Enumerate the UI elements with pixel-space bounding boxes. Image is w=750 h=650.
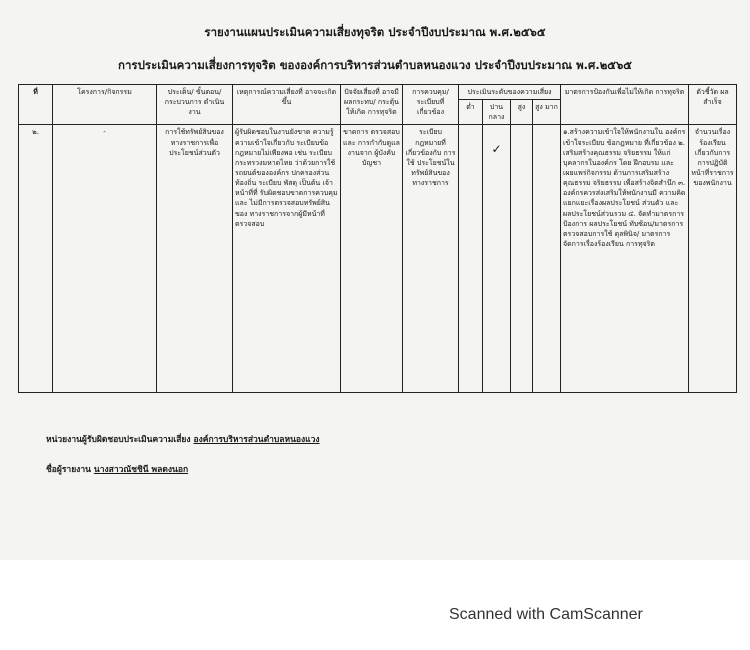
cell-control: ระเบียบ กฎหมายที่ เกี่ยวข้องกับ การใช้ ประโยชน์ใน ทรัพย์สินของ ทางราชการ — [403, 125, 459, 393]
cell-factor: ขาดการ ตรวจสอบและ การกำกับดูแล งานจาก ผู้บังคับบัญชา — [341, 125, 403, 393]
document-title: รายงานแผนประเมินความเสี่ยงทุจริต ประจำปีงบประมาณ พ.ศ.๒๕๖๕ — [204, 25, 546, 39]
cell-event: ผู้รับผิดชอบในงานยังขาด ความรู้ความเข้าใจเกี่ยวกับ ระเบียบข้อกฎหมายไม่เพียงพอ เช่น ระเบียบกระทรวงมหาดไทย ว่าด้วยการใช้รถยนต์ขององค์กร ปกครองส่วนท้องถิ่น ระเบียบ พัสดุ เป็นต้น เจ้าหน้าที่ที่ รับผิดชอบขาดการควบคุม และ ไม่มีการตรวจสอบทรัพย์สินของ ทางราชการจากผู้มีหน้าที่ ตรวจสอบ — [233, 125, 341, 393]
cell-level-low — [459, 125, 483, 393]
header-level-very-high: สูง มาก — [533, 100, 561, 125]
header-indicator: ตัวชี้วัด ผลสำเร็จ — [689, 85, 737, 125]
risk-assessment-table — [18, 84, 737, 393]
header-event: เหตุการณ์ความเสี่ยงที่ อาจจะเกิดขึ้น — [233, 85, 341, 125]
cell-no: ๒. — [19, 125, 53, 393]
header-measure: มาตรการป้องกันเพื่อไม่ให้เกิด การทุจริต — [561, 85, 689, 125]
responsible-unit — [46, 432, 320, 446]
cell-level-high — [511, 125, 533, 393]
cell-level-very-high — [533, 125, 561, 393]
reporter — [46, 462, 188, 476]
cell-project: - — [53, 125, 157, 393]
header-level-mid: ปาน กลาง — [483, 100, 511, 125]
header-level-low: ต่ำ — [459, 100, 483, 125]
document-subtitle: การประเมินความเสี่ยงการทุจริต ขององค์การบริหารส่วนตำบลหนองแวง ประจำปีงบประมาณ พ.ศ.๒๕๖๕ — [118, 58, 632, 72]
cell-level-mid — [483, 125, 511, 393]
header-no: ที่ — [19, 85, 53, 125]
header-process: ประเด็น/ ขั้นตอน/ กระบวนการ ดำเนินงาน — [157, 85, 233, 125]
table-header-row — [19, 85, 737, 100]
reporter-label: ชื่อผู้รายงาน — [46, 465, 91, 475]
header-level: ประเมินระดับของความเสี่ยง — [459, 85, 561, 100]
check-mark-icon: ✓ — [491, 142, 502, 157]
cell-measure: ๑.สร้างความเข้าใจให้พนักงานใน องค์กร เข้าใจระเบียบ ข้อกฎหมาย ที่เกี่ยวข้อง ๒. เสริมสร้างคุณธรรม จริยธรรม ให้แก่ บุคลากรในองค์กร โดย ฝึกอบรม และ เผยแพร่กิจกรรม ด้านการเสริมสร้างคุณธรรม จริยธรรม เพื่อสร้างจิตสำนึก ๓. องค์กรควรส่งเสริมให้พนักงานมี ความคิดแยกแยะเรื่องผลประโยชน์ ส่วนตัว และผลประโยชน์ส่วนรวม ๔. จัดทำมาตรการป้องการ ผลประโยชน์ ทับซ้อน/มาตรการ ตรวจสอบการใช้ ดุลพินิจ/ มาตรการจัดการเรื่องร้องเรียน การทุจริต — [561, 125, 689, 393]
reporter-name: นางสาวณัชชินี พลดงนอก — [93, 465, 189, 475]
header-control: การควบคุม/ ระเบียบที่ เกี่ยวข้อง — [403, 85, 459, 125]
responsible-unit-value: องค์การบริหารส่วนตำบลหนองแวง — [193, 435, 320, 445]
cell-process: การใช้ทรัพย์สินของ ทางราชการเพื่อ ประโยชน์ส่วนตัว — [157, 125, 233, 393]
responsible-unit-label: หน่วยงานผู้รับผิดชอบประเมินความเสี่ยง — [46, 435, 191, 445]
table-row — [19, 125, 737, 393]
header-factor: ปัจจัยเสี่ยงที่ อาจมี ผลกระทบ/ กระตุ้นให้เกิด การทุจริต — [341, 85, 403, 125]
cell-indicator: จำนวนเรื่อง ร้องเรียน เกี่ยวกับการ การปฏิบัติ หน้าที่ราชการ ของพนักงาน — [689, 125, 737, 393]
header-level-high: สูง — [511, 100, 533, 125]
header-project: โครงการ/กิจกรรม — [53, 85, 157, 125]
camscanner-watermark: Scanned with CamScanner — [449, 606, 643, 623]
